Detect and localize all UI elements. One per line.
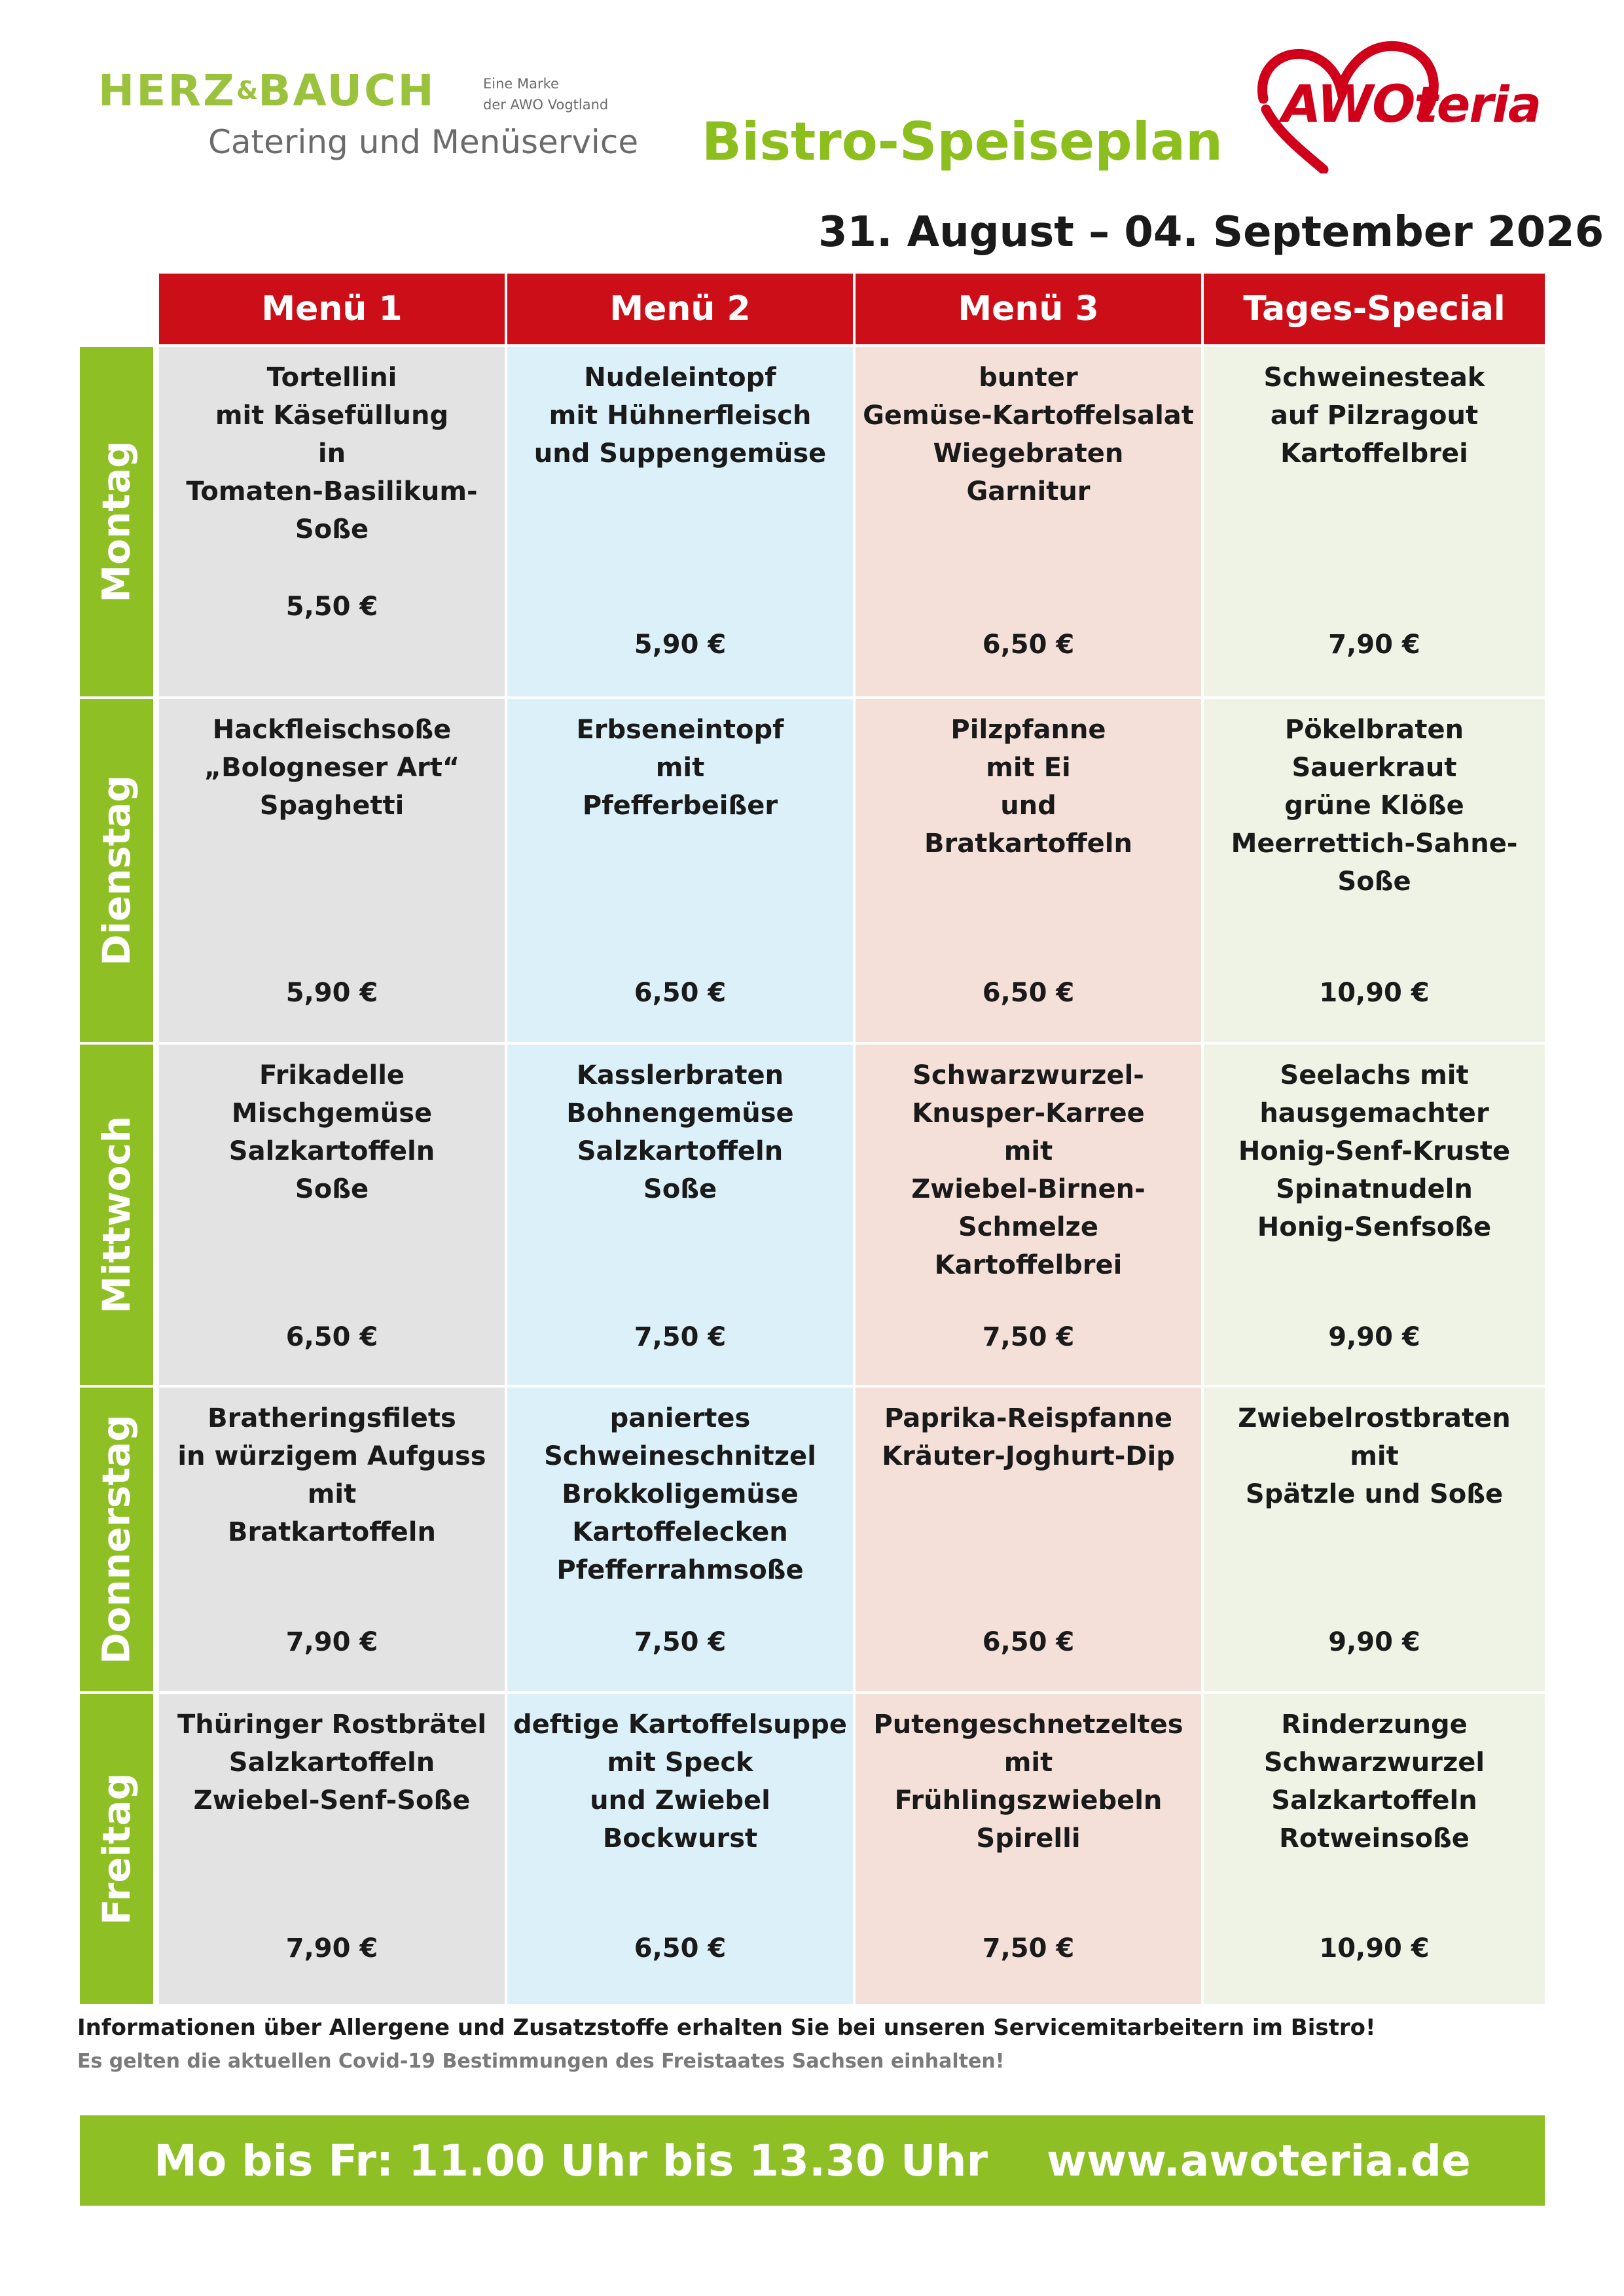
brand-name-left: HERZ	[98, 65, 236, 116]
dish-price: 7,50 €	[982, 1933, 1075, 1964]
menu-cell	[856, 1045, 1201, 1385]
dish-price: 6,50 €	[982, 978, 1075, 1008]
day-label-montag: Montag	[80, 347, 153, 696]
dish-text: deftige Kartoffelsuppe mit Speck und Zwiebel Bockwurst	[513, 1710, 847, 1854]
dish-price: 5,90 €	[634, 630, 727, 660]
menu-cell	[1204, 347, 1545, 696]
header-menu-2: Menü 2	[507, 274, 853, 344]
dish-text: Tortellini mit Käsefüllung in Tomaten-Basilikum- Soße	[186, 363, 478, 545]
dish-text: Seelachs mit hausgemachter Honig-Senf-Kruste Spinatnudeln Honig-Senfsoße	[1238, 1060, 1511, 1242]
dish-price: 6,50 €	[982, 1627, 1075, 1657]
menu-cell	[507, 1388, 853, 1691]
day-label-freitag: Freitag	[80, 1694, 153, 2004]
dish-text: Pökelbraten Sauerkraut grüne Klöße Meerrettich-Sahne-Soße	[1231, 715, 1518, 897]
dish-price: 5,50 €	[285, 592, 378, 622]
dish-price: 7,50 €	[634, 1322, 727, 1352]
dish-price: 9,90 €	[1328, 1627, 1420, 1657]
dish-price: 9,90 €	[1328, 1322, 1420, 1352]
dish-text: Thüringer Rostbrätel Salzkartoffeln Zwiebel-Senf-Soße	[177, 1710, 487, 1816]
dish-text: Schwarzwurzel- Knusper-Karree mit Zwiebel-Birnen- Schmelze Kartoffelbrei	[911, 1060, 1146, 1280]
dish-price: 6,50 €	[285, 1322, 378, 1352]
brand-tagline	[483, 73, 608, 115]
dish-text: Schweinesteak auf Pilzragout Kartoffelbrei	[1263, 363, 1485, 469]
dish-price: 10,90 €	[1319, 1933, 1430, 1964]
dish-text: Bratheringsfilets in würzigem Aufguss mit Bratkartoffeln	[177, 1403, 486, 1547]
menu-cell	[1204, 699, 1545, 1042]
menu-cell	[507, 699, 853, 1042]
dish-price: 7,90 €	[285, 1933, 378, 1964]
brand-tagline-line1: Eine Marke	[483, 76, 559, 92]
day-label-donnerstag: Donnerstag	[80, 1388, 153, 1691]
menu-cell	[856, 699, 1201, 1042]
day-label-mittwoch: Mittwoch	[80, 1045, 153, 1385]
menu-cell	[507, 1694, 853, 2004]
brand-logo-wordmark	[98, 65, 436, 116]
menu-cell	[856, 1388, 1201, 1691]
dish-text: Paprika-Reispfanne Kräuter-Joghurt-Dip	[882, 1403, 1175, 1471]
logo-text-awo: AWO	[1282, 75, 1415, 134]
dish-price: 6,50 €	[634, 1933, 727, 1964]
menu-cell	[1204, 1045, 1545, 1385]
menu-cell	[159, 347, 505, 696]
allergen-info: Informationen über Allergene und Zusatzstoffe erhalten Sie bei unseren Servicemitarbeitern im Bistro!	[77, 2015, 1376, 2041]
logo-text	[1282, 75, 1540, 134]
menu-cell	[159, 1045, 505, 1385]
menu-cell	[507, 1045, 853, 1385]
dish-text: paniertes Schweineschnitzel Brokkoligemüse Kartoffelecken Pfefferrahmsoße	[544, 1403, 816, 1585]
dish-price: 5,90 €	[285, 978, 378, 1008]
menu-cell	[856, 1694, 1201, 2004]
logo-text-teria: teria	[1414, 75, 1541, 134]
dish-price: 7,50 €	[634, 1627, 727, 1657]
brand-name-amp: &	[236, 76, 259, 105]
menu-cell	[159, 1388, 505, 1691]
dish-price: 7,50 €	[982, 1322, 1075, 1352]
dish-price: 6,50 €	[982, 630, 1075, 660]
menu-cell	[1204, 1694, 1545, 2004]
day-label-dienstag: Dienstag	[80, 699, 153, 1042]
menu-cell	[856, 347, 1201, 696]
dish-text: Hackfleischsoße „Bologneser Art“ Spaghetti	[204, 715, 460, 821]
dish-text: Kasslerbraten Bohnengemüse Salzkartoffeln Soße	[566, 1060, 794, 1204]
menu-cell	[159, 1694, 505, 2004]
covid-note: Es gelten die aktuellen Covid-19 Bestimmungen des Freistaates Sachsen einhalten!	[77, 2050, 1005, 2073]
brand-name-right: BAUCH	[258, 65, 436, 116]
brand-tagline-line2: der AWO Vogtland	[483, 97, 609, 113]
header-menu-3: Menü 3	[856, 274, 1201, 344]
menu-cell	[1204, 1388, 1545, 1691]
dish-price: 7,90 €	[285, 1627, 378, 1657]
dish-price: 10,90 €	[1319, 978, 1430, 1008]
awoteria-logo	[1250, 36, 1564, 173]
dish-text: Zwiebelrostbraten mit Spätzle und Soße	[1238, 1403, 1511, 1509]
dish-text: Putengeschnetzeltes mit Frühlingszwiebeln Spirelli	[873, 1710, 1183, 1854]
dish-text: Frikadelle Mischgemüse Salzkartoffeln Soße	[228, 1060, 435, 1204]
brand-subtitle: Catering und Menüservice	[208, 123, 639, 161]
dish-text: Rinderzunge Schwarzwurzel Salzkartoffeln Rotweinsoße	[1263, 1710, 1485, 1854]
dish-price: 6,50 €	[634, 978, 727, 1008]
page-title: Bistro-Speiseplan	[702, 111, 1223, 172]
date-range: 31. August – 04. September 2026	[818, 208, 1604, 257]
header-menu-1: Menü 1	[159, 274, 505, 344]
opening-hours: Mo bis Fr: 11.00 Uhr bis 13.30 Uhr	[154, 2135, 988, 2186]
dish-text: bunter Gemüse-Kartoffelsalat Wiegebraten Garnitur	[863, 363, 1194, 507]
menu-cell	[507, 347, 853, 696]
website-link[interactable]: www.awoteria.de	[1047, 2135, 1471, 2186]
dish-price: 7,90 €	[1328, 630, 1420, 660]
dish-text: Erbseneintopf mit Pfefferbeißer	[576, 715, 784, 821]
header-tages-special: Tages-Special	[1204, 274, 1545, 344]
dish-text: Pilzpfanne mit Ei und Bratkartoffeln	[924, 715, 1132, 859]
menu-cell	[159, 699, 505, 1042]
dish-text: Nudeleintopf mit Hühnerfleisch und Suppengemüse	[533, 363, 827, 469]
footer-banner	[80, 2115, 1545, 2206]
